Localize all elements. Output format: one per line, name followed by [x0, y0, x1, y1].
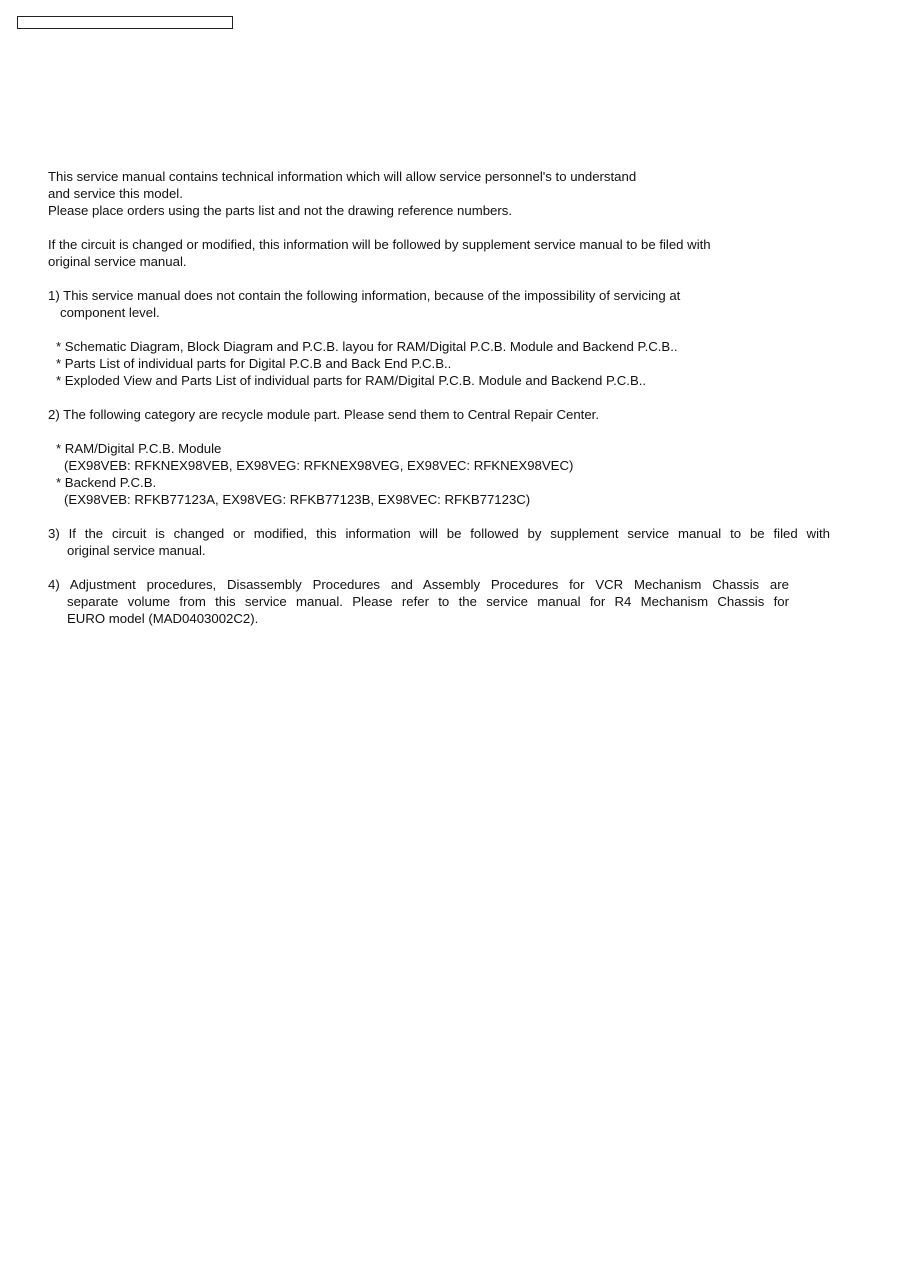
circuit-note-paragraph	[48, 236, 838, 270]
item-1-bullet-1: * Schematic Diagram, Block Diagram and P.C.B. layou for RAM/Digital P.C.B. Module and Backend P.C.B..	[56, 339, 678, 354]
item-4	[48, 576, 789, 627]
header-box	[17, 16, 233, 29]
intro-paragraph	[48, 168, 838, 219]
item-2	[48, 406, 838, 423]
item-1-line-2: component level.	[60, 305, 160, 320]
intro-line-3: Please place orders using the parts list and not the drawing reference numbers.	[48, 203, 513, 218]
item-1-bullet-2: * Parts List of individual parts for Digital P.C.B and Back End P.C.B..	[56, 356, 452, 371]
intro-line-2: and service this model.	[48, 186, 183, 201]
item-2-entries	[48, 440, 838, 508]
item-4-line-3: EURO model (MAD0403002C2).	[67, 611, 259, 626]
item-1-bullet-3: * Exploded View and Parts List of individual parts for RAM/Digital P.C.B. Module and Backend P.C.B..	[56, 373, 647, 388]
item-2-entry-1-bullet: * RAM/Digital P.C.B. Module	[56, 441, 222, 456]
item-2-entry-2-bullet: * Backend P.C.B.	[56, 475, 157, 490]
item-4-line-2: separate volume from this service manual. Please refer to the service manual for R4 Mechanism Chassis for	[67, 594, 789, 609]
document-body	[48, 168, 838, 627]
circuit-note-line-2: original service manual.	[48, 254, 187, 269]
circuit-note-line-1: If the circuit is changed or modified, this information will be followed by supplement service manual to be filed with	[48, 237, 711, 252]
item-2-entry-1-detail: (EX98VEB: RFKNEX98VEB, EX98VEG: RFKNEX98VEG, EX98VEC: RFKNEX98VEC)	[64, 458, 574, 473]
intro-line-1: This service manual contains technical information which will allow service personnel's to understand	[48, 169, 637, 184]
item-1-line-1: 1) This service manual does not contain the following information, because of the impossibility of servicing at	[48, 288, 681, 303]
item-2-entry-2-detail: (EX98VEB: RFKB77123A, EX98VEG: RFKB77123B, EX98VEC: RFKB77123C)	[64, 492, 531, 507]
item-3-line-2: original service manual.	[67, 543, 206, 558]
item-1-bullets	[48, 338, 838, 389]
item-3	[48, 525, 830, 559]
item-1	[48, 287, 838, 321]
item-4-line-1: 4) Adjustment procedures, Disassembly Procedures and Assembly Procedures for VCR Mechanism Chassis are	[48, 577, 789, 592]
item-3-line-1: 3) If the circuit is changed or modified, this information will be followed by supplement service manual to be filed with	[48, 526, 830, 541]
item-2-line: 2) The following category are recycle module part. Please send them to Central Repair Center.	[48, 407, 599, 422]
